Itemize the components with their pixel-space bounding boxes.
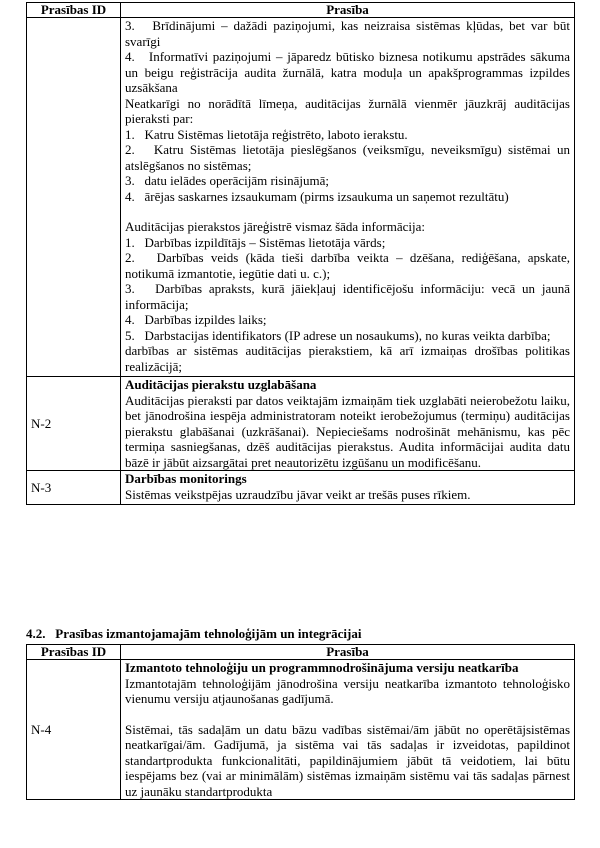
list-item: 4. Darbības izpildes laiks; xyxy=(125,312,267,327)
requirement-text-cell xyxy=(121,471,575,505)
table-row xyxy=(27,377,575,471)
table-row xyxy=(27,18,575,377)
section-heading: 4.2. Prasības izmantojamajām tehnoloģijām un integrācijai xyxy=(26,626,362,641)
requirement-text-cell xyxy=(121,660,575,800)
header-requirement: Prasība xyxy=(121,3,575,18)
list-item: 3. Darbības apraksts, kurā jāiekļauj identificējošu informāciju: vecā un jaunā informācija; xyxy=(125,281,570,312)
table-header-row xyxy=(27,3,575,18)
paragraph: Neatkarīgi no norādītā līmeņa, auditācijas žurnālā vienmēr jāuzkrāj auditācijas pieraksti par: xyxy=(125,95,570,126)
list-item: 2. Katru Sistēmas lietotāja pieslēgšanos (veiksmīgu, neveiksmīgu) sistēmai un atslēgšanos no sistēmas; xyxy=(125,142,570,173)
paragraph: Izmantotajām tehnoloģijām jānodrošina versiju neatkarība izmantoto tehnoloģisko vienumu versiju atjaunošanas gadījumā. xyxy=(125,675,570,706)
list-item: 4. Informatīvi paziņojumi – jāparedz būtisko biznesa notikumu apstrādes sākuma un beigu reģistrācija audita žurnālā, katra moduļa un apakšprogrammas izpildes uzsākšana xyxy=(125,49,570,95)
list-item: 2. Darbības veids (kāda tieši darbība veikta – dzēšana, rediģēšana, apskate, notikumā izmantotie, iegūtie dati u. c.); xyxy=(125,250,570,281)
list-item: 3. datu ielādes operācijām risinājumā; xyxy=(125,173,329,188)
paragraph: Sistēmas veikstpējas uzraudzību jāvar veikt ar trešās puses rīkiem. xyxy=(125,486,471,502)
requirement-id-cell xyxy=(27,18,121,377)
table-header-row xyxy=(27,645,575,660)
paragraph: Auditācijas pierakstos jāreģistrē vismaz šāda informācija: xyxy=(125,219,425,234)
table-row xyxy=(27,471,575,505)
header-requirement: Prasība xyxy=(121,645,575,660)
paragraph: Sistēmai, tās sadaļām un datu bāzu vadības sistēmai/ām jābūt no operētājsistēmas neatkarīgai/ām. Gadījumā, ja sistēma vai tās sadaļas ir izveidotas, papildinot standartprodukta funkcionalitāti, papildinājumiem jābūt tā veidotiem, lai būtu iespējams bez (vai ar minimālām) sistēmas izmaiņām sistēmu vai tās sadaļas pārnest uz jaunāku standartprodukta xyxy=(125,721,570,799)
list-item: 1. Darbības izpildītājs – Sistēmas lietotāja vārds; xyxy=(125,234,386,250)
requirements-table-2 xyxy=(26,644,575,800)
list-item: 1. Katru Sistēmas lietotāja reģistrēto, laboto ierakstu. xyxy=(125,126,408,142)
requirement-title: Auditācijas pierakstu uzglabāšana xyxy=(125,377,317,392)
requirement-id: N-2 xyxy=(27,377,121,471)
list-item: 5. Darbstacijas identifikators (IP adrese un nosaukums), no kuras veikta darbība; xyxy=(125,327,551,343)
paragraph: darbības ar sistēmas auditācijas pierakstiem, kā arī izmaiņas drošības politikas realizācijā; xyxy=(125,343,570,374)
list-item: 3. Brīdinājumi – dažādi paziņojumi, kas neizraisa sistēmas kļūdas, bet var būt svarīgi xyxy=(125,18,570,49)
requirement-id: N-4 xyxy=(27,660,121,800)
requirement-title: Izmantoto tehnoloģiju un programmnodrošinājuma versiju neatkarība xyxy=(125,660,519,675)
header-id: Prasības ID xyxy=(27,3,121,18)
requirement-text-cell xyxy=(121,18,575,377)
header-id: Prasības ID xyxy=(27,645,121,660)
requirements-table-1 xyxy=(26,2,575,505)
list-item: 4. ārējas saskarnes izsaukumam (pirms izsaukuma un saņemot rezultātu) xyxy=(125,188,509,204)
requirement-text-cell xyxy=(121,377,575,471)
requirement-id: N-3 xyxy=(27,471,121,505)
requirement-title: Darbības monitorings xyxy=(125,471,247,486)
table-row xyxy=(27,660,575,800)
paragraph: Auditācijas pieraksti par datos veiktajām izmaiņām tiek uzglabāti neierobežotu laiku, bet jānodrošina iespēja administratoram noteikt ierobežojumus (termiņu) auditācijas pierakstu glabāšanai (uzkrāšanai). Nepieciešams nodrošināt mehānismu, kas pēc termiņa sasniegšanas, dzēš auditācijas pierakstus. Audita informācijai audita datu bāzē ir jābūt aizsargātai pret neautorizētu izgūšanu un modificēšanu. xyxy=(125,392,570,470)
